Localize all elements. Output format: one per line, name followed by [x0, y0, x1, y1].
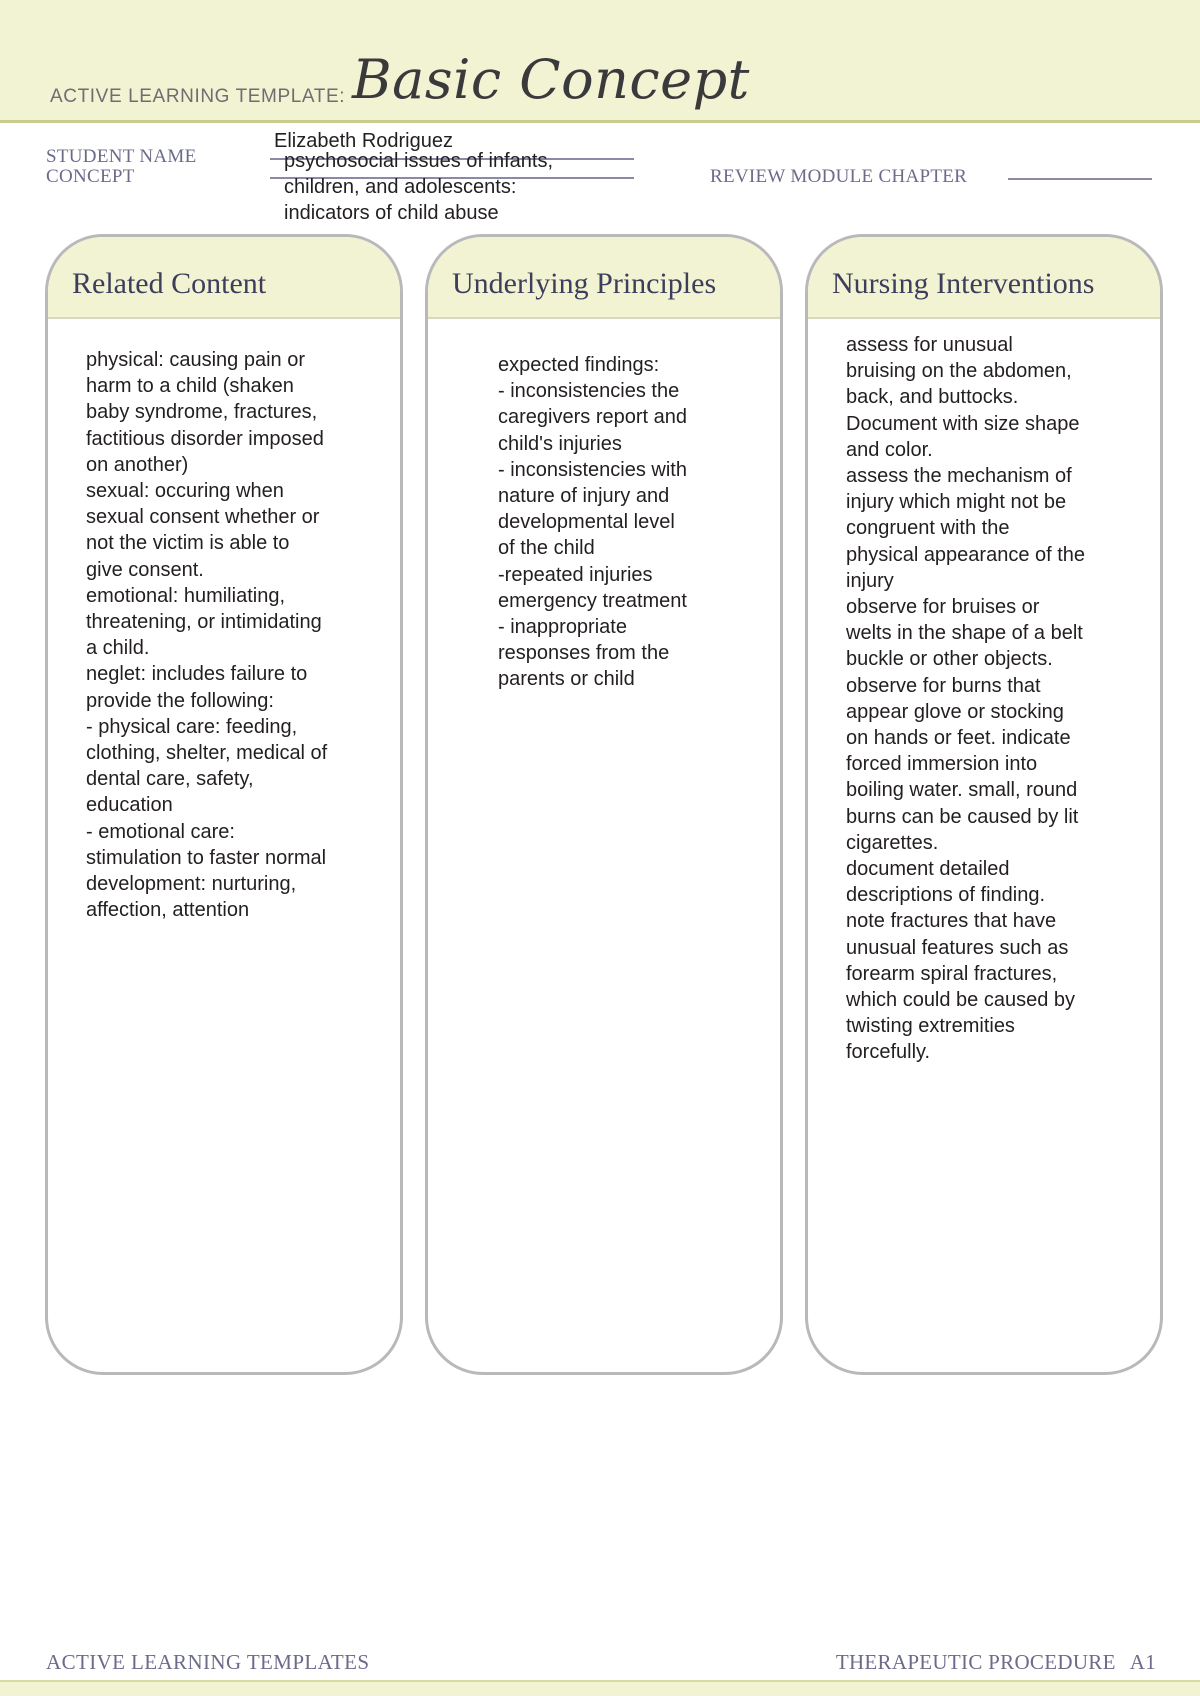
concept-label: CONCEPT	[46, 166, 135, 187]
nursing-interventions-header	[808, 237, 1160, 319]
footer-procedure	[836, 1650, 1156, 1675]
nursing-interventions-title: Nursing Interventions	[832, 267, 1095, 300]
underlying-principles-text[interactable]: expected findings: - inconsistencies the caregivers report and child's injuries - inconsistencies with nature of injury and developmental level of the child -repeated injuries emergency treatment - inappropriate responses from the parents or child	[498, 354, 687, 691]
footer-procedure-label: THERAPEUTIC PROCEDURE	[835, 1650, 1116, 1674]
template-label: ACTIVE LEARNING TEMPLATE:	[50, 86, 346, 107]
related-content-text[interactable]: physical: causing pain or harm to a child (shaken baby syndrome, fractures, factitious disorder imposed on another) sexual: occuring when sexual consent whether or not the victim is able to give consent. emotional: humiliating, threatening, or intimidating a child. neglet: includes failure to provide the following: - physical care: feeding, clothing, shelter, medical of dental care, safety, education - emotional care: stimulation to faster normal development: nurturing, affection, attention	[86, 349, 328, 922]
review-module-label: REVIEW MODULE CHAPTER	[710, 166, 968, 187]
related-content-panel	[45, 234, 403, 1375]
underlying-principles-title: Underlying Principles	[452, 267, 717, 300]
nursing-interventions-text[interactable]: assess for unusual bruising on the abdomen, back, and buttocks. Document with size shape and color. assess the mechanism of injury which might not be congruent with the physical appearance of the injury observe for bruises or welts in the shape of a belt buckle or other objects. observe for burns that appear glove or stocking on hands or feet. indicate forced immersion into boiling water. small, round burns can be caused by lit cigarettes. document detailed descriptions of finding. note fractures that have unusual features such as forearm spiral fractures, which could be caused by twisting extremities forcefully.	[846, 334, 1086, 1064]
student-name-label: STUDENT NAME	[46, 146, 197, 167]
nursing-interventions-panel	[805, 234, 1163, 1375]
footer-band	[0, 1680, 1200, 1696]
related-content-header	[48, 237, 400, 319]
related-content-title: Related Content	[72, 267, 267, 300]
underlying-principles-header	[428, 237, 780, 319]
review-module-line	[1008, 178, 1152, 180]
footer-code: A1	[1129, 1650, 1156, 1674]
footer-templates-label: ACTIVE LEARNING TEMPLATES	[46, 1650, 370, 1674]
concept-field[interactable]: psychosocial issues of infants, children, and adolescents: indicators of child abuse	[284, 150, 554, 224]
student-name-field[interactable]: Elizabeth Rodriguez	[274, 130, 453, 152]
underlying-principles-panel	[425, 234, 783, 1375]
template-title: Basic Concept	[352, 48, 750, 111]
